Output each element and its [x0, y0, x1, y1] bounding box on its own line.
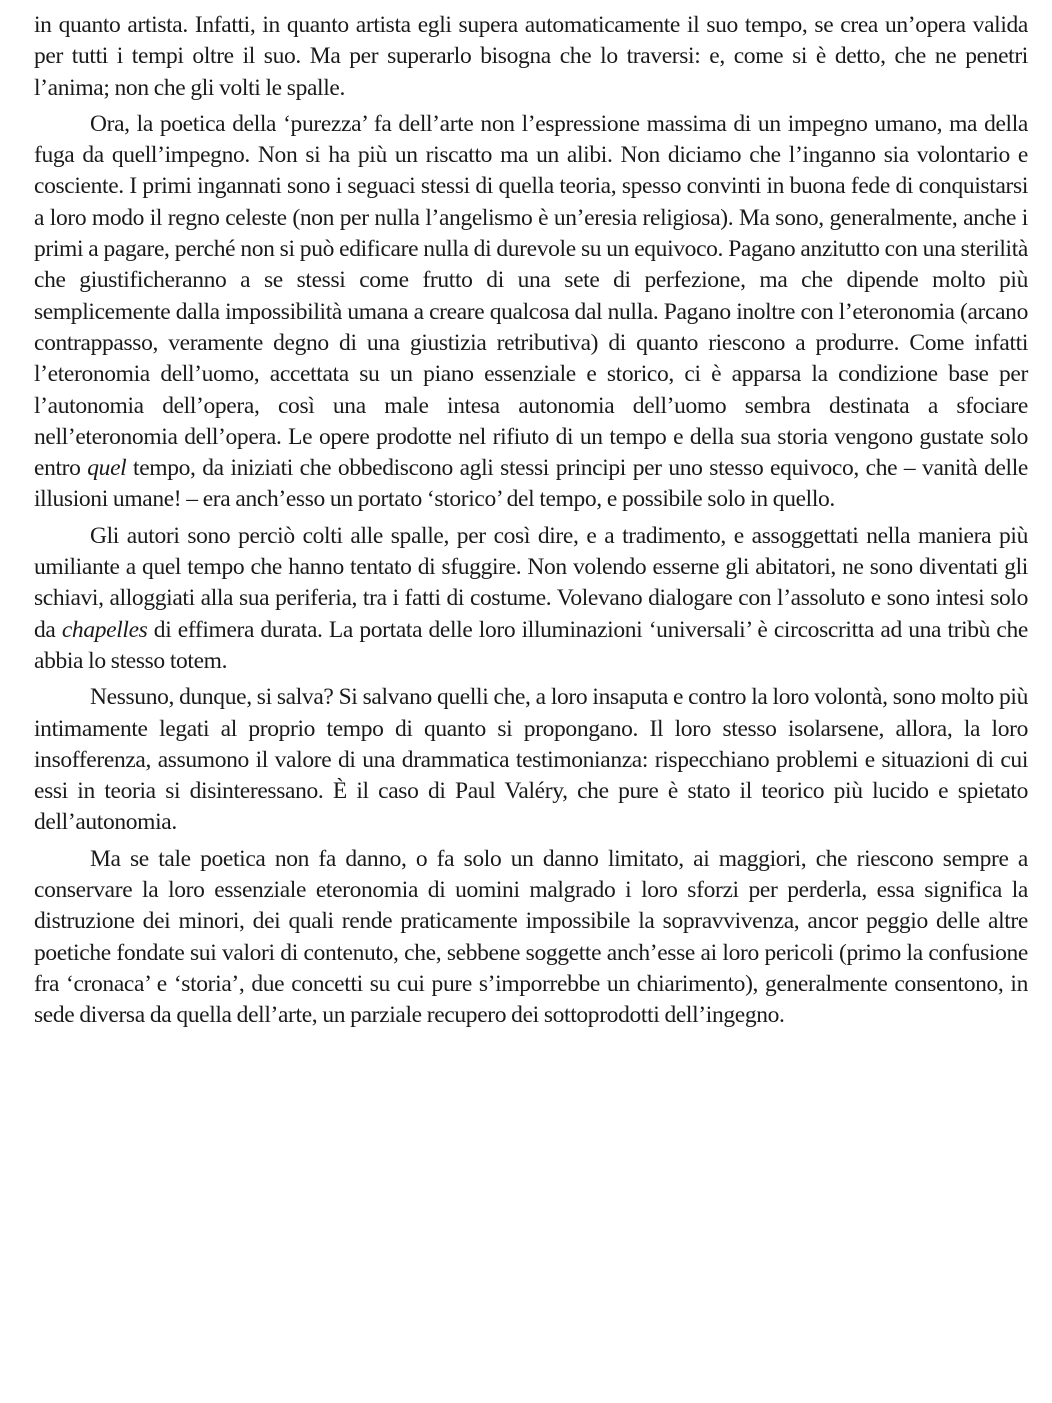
paragraph-4: [34, 682, 1028, 838]
paragraph-text: di effimera durata. La portata delle loro illuminazioni ‘universali’ è circoscritta ad una tribù che abbia lo stesso totem.: [34, 616, 1028, 674]
document-page: [34, 10, 1028, 1037]
paragraph-text: in quanto artista. Infatti, in quanto artista egli supera automaticamente il suo tempo, se crea un’opera valida per tutti i tempi oltre il suo. Ma per superarlo bisogna che lo traversi: e, come si è detto, che ne penetri l’anima; non che gli volti le spalle.: [34, 12, 1028, 101]
paragraph-text: Gli autori sono perciò colti alle spalle, per così dire, e a tradimento, e assoggettati nella maniera più umiliante a quel tempo che hanno tentato di sfuggire. Non volendo esserne gli abitatori, ne sono diventati gli schiavi, alloggiati alla sua periferia, tra i fatti di costume. Volevano dialogare con l’assoluto e sono intesi solo da: [34, 522, 1028, 643]
paragraph-text: Nessuno, dunque, si salva? Si salvano quelli che, a loro insaputa e contro la loro volontà, sono molto più intimamente legati al proprio tempo di quanto si propongano. Il loro stesso isolarsene, allora, la loro insofferenza, assumono il valore di una drammatica testimonianza: rispecchiano problemi e situazioni di cui essi in teoria si disinteressano. È il caso di Paul Valéry, che pure è stato il teorico più lucido e spietato dell’autonomia.: [34, 684, 1028, 836]
paragraph-text: tempo, da iniziati che obbediscono agli stessi principi per uno stesso equivoco, che – vanità delle illusioni umane! – era anch’esso un portato ‘storico’ del tempo, e possibile solo in quello.: [34, 455, 1028, 513]
paragraph-3: [34, 521, 1028, 677]
italic-word-quel: quel: [87, 455, 127, 482]
paragraph-2: [34, 109, 1028, 516]
paragraph-text: Ora, la poetica della ‘purezza’ fa dell’arte non l’espressione massima di un impegno umano, ma della fuga da quell’impegno. Non si ha più un riscatto ma un alibi. Non diciamo che l’inganno sia volontario e cosciente. I primi ingannati sono i seguaci stessi di quella teoria, spesso convinti in buona fede di conquistarsi a loro modo il regno celeste (non per nulla l’angelismo è un’eresia religiosa). Ma sono, generalmente, anche i primi a pagare, perché non si può edificare nulla di durevole su un equivoco. Pagano anzitutto con una sterilità che giustificheranno a se stessi come frutto di una sete di perfezione, ma che dipende molto più semplicemente dalla impossibilità umana a creare qualcosa dal nulla. Pagano inoltre con l’eteronomia (arcano contrappasso, veramente degno di una giustizia retributiva) di quanto riescono a produrre. Come infatti l’eteronomia dell’uomo, accettata su un piano essenziale e storico, ci è apparsa la condizione base per l’autonomia dell’opera, così una male intesa autonomia dell’uomo sembra destinata a sfociare nell’eteronomia dell’opera. Le opere prodotte nel rifiuto di un tempo e della sua storia vengono gustate solo entro: [34, 110, 1028, 482]
paragraph-5: [34, 844, 1028, 1032]
italic-word-chapelles: chapelles: [61, 616, 148, 643]
paragraph-1: [34, 10, 1028, 104]
paragraph-text: Ma se tale poetica non fa danno, o fa solo un danno limitato, ai maggiori, che riescono sempre a conservare la loro essenziale eteronomia di uomini malgrado i loro sforzi per perderla, essa significa la distruzione dei minori, dei quali rende praticamente impossibile la sopravvivenza, ancor peggio delle altre poetiche fondate sui valori di contenuto, che, sebbene soggette anch’esse ai loro pericoli (primo la confusione fra ‘cronaca’ e ‘storia’, due concetti su cui pure s’imporrebbe un chiarimento), generalmente consentono, in sede diversa da quella dell’arte, un parziale recupero dei sottoprodotti dell’ingegno.: [34, 845, 1028, 1029]
